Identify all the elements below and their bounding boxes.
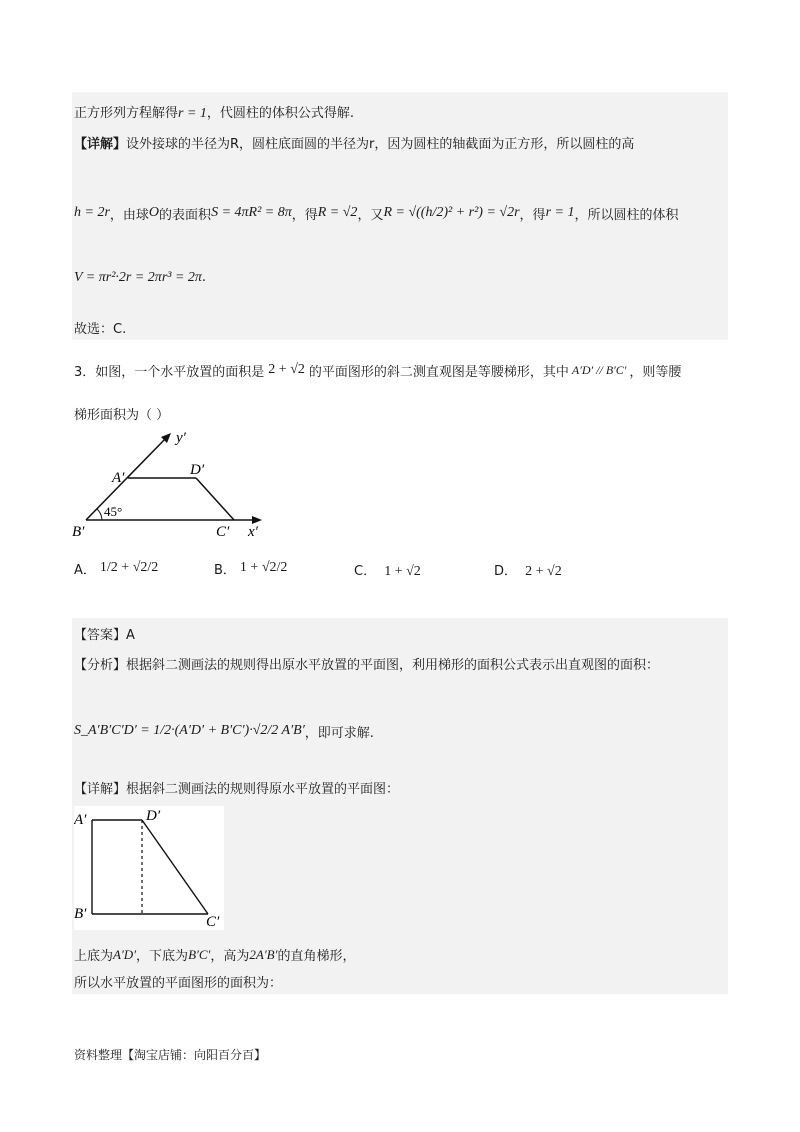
right-trapezoid-figure [74, 806, 224, 930]
label-c2: C′ [206, 914, 220, 930]
question-line-2: 梯形面积为（ ） [74, 408, 170, 423]
label-angle: 45° [104, 504, 123, 519]
detail-tag: 【详解】 [74, 137, 127, 152]
option-c[interactable]: C． 1 + √2 [354, 564, 421, 579]
edge-dc [196, 478, 234, 520]
question-number: 3． [74, 364, 96, 380]
prev-line-3: h = 2r ，由球 O 的表面积 S = 4πR² = 8π ，得 R = √2 ，又 R = √((h/2)² + r²) = √2r ，得 r = 1 ，所以圆柱的体积 [74, 205, 679, 223]
prev-line-1: 正方形列方程解得r = 1，代圆柱的体积公式得解. [74, 106, 355, 121]
prev-line-4: V = πr²·2r = 2πr³ = 2π. [74, 270, 207, 285]
label-d2: D′ [146, 808, 161, 824]
option-d[interactable]: D． 2 + √2 [494, 564, 562, 579]
angle-arc [97, 509, 102, 520]
label-c: C′ [216, 524, 230, 540]
option-b[interactable]: B． 1 + √2/2 [214, 560, 288, 578]
label-a2: A′ [74, 812, 87, 828]
label-b2: B′ [74, 906, 87, 922]
last-line-2: 所以水平放置的平面图形的面积为： [74, 976, 283, 991]
question-line-1: 3． 如图，一个水平放置的面积是 2 + √2 的平面图形的斜二测直观图是等腰梯形，其中 A′D′ // B′C′ ，则等腰 [74, 362, 682, 380]
detail-tag-2: 【详解】 [74, 782, 127, 797]
label-x: x′ [248, 524, 258, 540]
label-b: B′ [72, 524, 85, 540]
last-line-1: 上底为 A′D′ ，下底为 B′C′ ，高为 2A′B′ 的直角梯形， [74, 946, 356, 964]
analysis-tag: 【分析】 [74, 658, 127, 673]
trapezoid-figure [72, 424, 272, 544]
label-a: A′ [112, 470, 125, 486]
parallel-condition: A′D′ // B′C′ [571, 362, 627, 377]
prev-detail-line: 【详解】设外接球的半径为R，圆柱底面圆的半径为r，因为圆柱的轴截面为正方形，所以圆柱的高 [74, 137, 635, 152]
figure-background [74, 806, 224, 930]
analysis-line: 【分析】根据斜二测画法的规则得出原水平放置的平面图，利用梯形的面积公式表示出直观图的面积： [74, 658, 660, 673]
prev-choice: 故选：C. [74, 322, 127, 337]
footer: 资料整理【淘宝店铺：向阳百分百】 [74, 1048, 267, 1062]
area-value: 2 + √2 [268, 362, 305, 377]
label-d: D′ [190, 462, 205, 478]
answer-line: 【答案】A [74, 628, 135, 643]
analysis-formula: S_A′B′C′D′ = 1/2·(A′D′ + B′C′)·√2/2 A′B′ ，即可求解. [74, 723, 374, 741]
option-a[interactable]: A． 1/2 + √2/2 [74, 560, 159, 578]
x-axis-arrow [252, 516, 262, 524]
detail-line: 【详解】根据斜二测画法的规则得原水平放置的平面图： [74, 782, 400, 797]
label-y: y′ [176, 430, 186, 446]
